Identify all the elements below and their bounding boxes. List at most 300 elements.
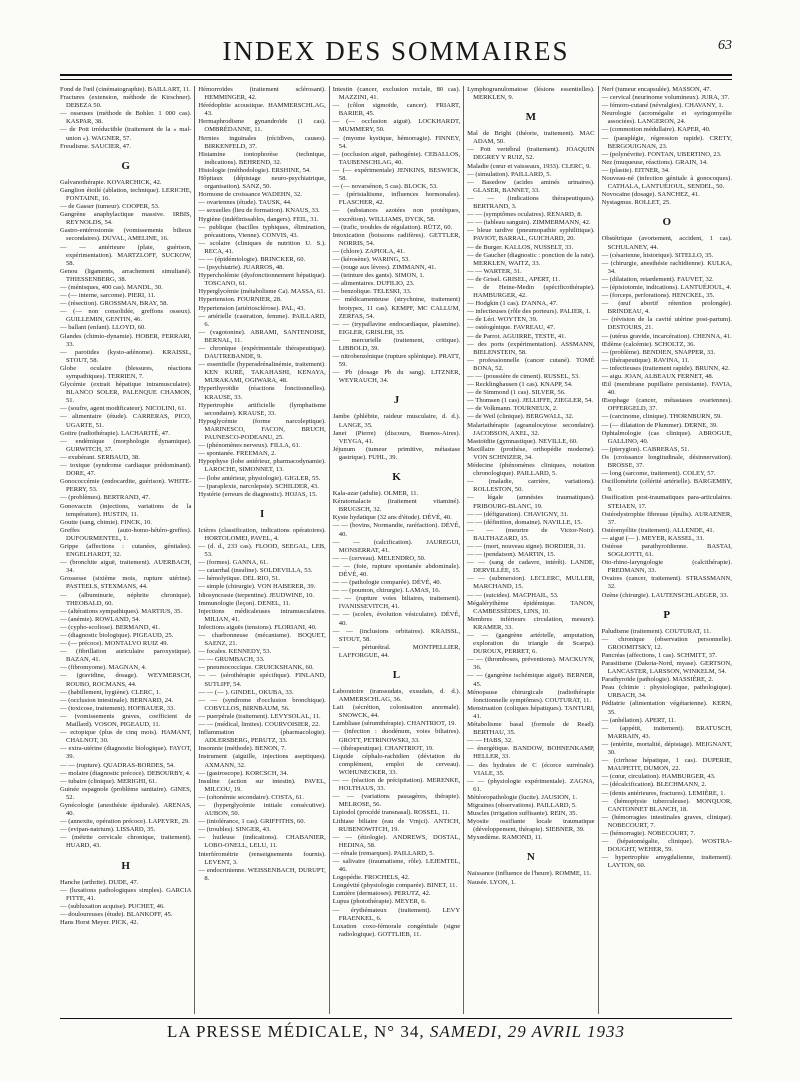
index-entry: — spontanée. FREEMAN, 2.: [198, 450, 277, 458]
index-entry: — — (défiguration). CHAVIGNY, 31.: [467, 510, 569, 518]
index-entry: — des ports (expérimentation). ASSMANN, BIELENSTEIN, 58.: [467, 340, 595, 356]
index-entry: Parathyroïde (pathologie). MASSIÈRE, 2.: [601, 676, 714, 684]
index-entry: — bleue tardive (pneumopathie syphilitique). PAVIOT, BARRAL, GUICHARD, 20.: [467, 227, 595, 243]
index-entry: Hernies inguinales (récidives, causes). BIRKENFELD, 37.: [198, 134, 326, 150]
index-entry: — énergétique. BANDOW, BOHNENKAMP, HELLER, 33.: [467, 745, 595, 761]
index-entry: — nitrobenzénique (rupture splénique). PRATT, 59.: [332, 353, 461, 369]
index-entry: Malariathérapie (agranulocytose secondaire). JACOBSON, AXEL, 32.: [467, 421, 595, 437]
index-entry: — — (variations passagères, thérapie). MELROSE, 56.: [332, 793, 461, 809]
index-entry: Oto-rhino-laryngologie (calcithérapie). FREDMANN, 33.: [601, 559, 732, 575]
index-entry: — — (définition, domaine). NAVILLE, 15.: [467, 518, 583, 526]
index-entry: — (appétit, traitement). BRATUSCH, MARRAIN, 43.: [601, 724, 732, 740]
index-entry: Kyste hydatique (32 ans d'étude). DÉVÉ, 40.: [332, 514, 452, 522]
index-entry: — endémique (morphologie dynamique). GURWITCH, 37.: [60, 437, 192, 453]
index-entry: Ostéodystrophie fibreuse (épulis). AURAENER, 37.: [601, 510, 732, 526]
index-entry: — (problèmes). BERTRAND, 47.: [60, 494, 151, 502]
index-entry: Os (croissance longitudinale, désinnervation). BROSSE, 37.: [601, 453, 732, 470]
index-columns: [60, 86, 732, 1014]
index-entry: — — (étiologie). ANDREWS, DOSTAL, HEDINA, 58.: [332, 833, 461, 849]
index-entry: — (subluxation acquise). PUCHET, 46.: [60, 902, 165, 910]
index-entry: — alimentaires. DUFILIO, 23.: [332, 280, 415, 288]
index-entry: — médicamenteuse (strychnine, traitement) brotypex, 11 cas). KEMPF, MC CALLUM, ZERFAS, 54.: [332, 296, 461, 320]
index-entry: — — (rupture voies biliaires, traitement). IVANISSEVITCH, 41.: [332, 595, 461, 611]
index-entry: Grossesse (sixième mois, rupture utérine). PASTEELS, STEXMANS, 44.: [60, 575, 192, 591]
index-entry: Ganglion étoilé (ablation, technique). LERICHE, FONTAINE, 16.: [60, 186, 192, 202]
index-entry: Injections médicaleuses intramusculaires. MILIAN, 41.: [198, 607, 326, 623]
index-entry: — (dilatation, retardement). FAUVET, 32.: [601, 275, 714, 283]
index-entry: Goutte (sang, chimie). FINCK, 10.: [60, 518, 152, 526]
index-entry: — (bronchite aiguë, traitement). AUERBACH, 34.: [60, 559, 192, 575]
index-entry: — endocrinienne. WEISSENBACH, DURUPT, 8.: [198, 866, 326, 882]
index-entry: — rénale (remarques). PAILLARD, 5.: [332, 849, 435, 857]
index-entry: Infections aiguës (tensions). FLORIANI, 40.: [198, 623, 317, 631]
index-entry: — (pterygion). CABRERAS, 51.: [601, 445, 690, 453]
index-entry: — (teinture des gants). SIMON, 1.: [332, 272, 425, 280]
index-entry: — ectopique (plus de cinq mois). HAMANT, CHALNOT, 30.: [60, 729, 192, 745]
index-entry: — (luxations pathologiques simples). GARCIA FITTE, 41.: [60, 886, 192, 902]
index-entry: — professionnelle (cancer cutané). TOMÉ BONA, 52.: [467, 356, 595, 372]
index-entry: Hypertrophie artificielle (lymphatisme secondaire). KRAUSE, 33.: [198, 401, 326, 417]
index-entry: Nez (muqueuse, réactions). GRAIN, 14.: [601, 158, 708, 166]
index-entry: — charbonneuse (mécanisme). BOQUET, SAENZ, 21.: [198, 632, 326, 648]
page-title: INDEX DES SOMMAIRES: [222, 36, 570, 66]
index-entry: Mal de Bright (théorie, traitement). MAC ADAM, 50.: [467, 130, 595, 146]
index-entry: — long (sarcome, traitement). COLEY, 57.: [601, 470, 716, 478]
index-entry: — (carcinome, clinique). THORNBURN, 59.: [601, 413, 722, 421]
index-entry: — (thérapeutique). CHANTRIOT, 19.: [332, 744, 434, 752]
index-entry: Glandes (chimio-dynamie). HOBER, FERRARI, 33.: [60, 332, 192, 348]
index-entry: Hyperthyroïdie (réactions fonctionnelles). KRAUSE, 33.: [198, 385, 326, 401]
index-entry: Guinée espagnole (problème sanitaire). GINES, 52.: [60, 785, 192, 801]
index-entry: Nystagmus. ROLLET, 25.: [601, 199, 671, 207]
index-column-2: [194, 86, 328, 1014]
index-entry: — (rouge aux lèvres). ZIMMANN, 41.: [332, 264, 437, 272]
index-entry: Freudisme. SAUCIER, 47.: [60, 142, 131, 150]
section-letter: O: [662, 216, 672, 229]
index-entry: — Thomsen (1 cas). JELLIFFE, ZIEGLER, 54.: [467, 397, 594, 405]
index-entry: — (révision de la cavité utérine post-partum). DESTOURS, 21.: [601, 316, 732, 332]
section-letter: I: [259, 507, 265, 520]
index-entry: Nouveau-né (infection génitale à gonocoques). CATHALA, LANTUÉJOUL, SENDEL, 50.: [601, 175, 732, 191]
index-entry: Grippe (affections : cutanées, génitales). ENGELHARDT, 32.: [60, 542, 192, 559]
index-entry: Liquide céphalo-rachidien (déviation du complément, emploi de cerveau). WOHUNECKER, 33.: [332, 752, 461, 776]
index-entry: Météoropathologie (lucite). JAUSION, 1.: [467, 793, 578, 801]
journal-name: LA PRESSE MÉDICALE, N° 34,: [166, 1022, 425, 1041]
index-entry: — — (poumon, chirurgie). LAMAS, 16.: [332, 587, 441, 595]
index-entry: — — (sang de cadavre, intérêt). LANDE, DERVILLÉE, 15.: [467, 559, 595, 575]
index-entry: Hémorroïdes (traitement sclérosant). HEMMINGER, 42.: [198, 86, 326, 102]
index-entry: — (épisiotomie, indications). LANTUÉJOUL, 4.: [601, 283, 732, 291]
section-letter: G: [121, 159, 130, 172]
index-entry: — (fibrillation auriculaire paroxystique). BAZAN, 41.: [60, 648, 192, 664]
index-entry: — (paraplexie, narcolepsie). SCHILDER, 43.: [198, 482, 319, 490]
index-entry: — — (tableau sanguin). ZIMMERMANN, 42.: [467, 219, 591, 227]
index-entry: — (polynévrite). FONTAN, UBERTINO, 23.: [601, 150, 722, 158]
index-entry: — (habillement, hygiène). CLERC, 1.: [60, 688, 161, 696]
index-entry: — de Gaucher (diagnostic : ponction de la rate). MERKLEN, WAITZ, 33.: [467, 251, 595, 267]
index-entry: — (décalcification). BLECHMANN, 2.: [601, 781, 707, 789]
index-entry: Hystérie (erreurs de diagnostic). HOJAS, 15.: [198, 490, 318, 498]
index-entry: — focales. KENNEDY, 53.: [198, 648, 272, 656]
index-entry: — — (syndrome d'occlusion bronchique). COBYLLOS, BIRNBAUM, 56.: [198, 696, 326, 712]
index-entry: Œdème (calcémie). SCHOLTZ, 36.: [601, 340, 696, 348]
index-entry: — — (pathologie comparée). DÉVÉ, 40.: [332, 579, 442, 587]
index-entry: Longévité (physiologie comparée). BINET, 11.: [332, 882, 458, 890]
index-entry: — (formes). GANNA, 61.: [198, 559, 268, 567]
index-entry: — tubaire (clinique). MERIGHI, 61.: [60, 777, 157, 785]
index-entry: Paludisme (traitement). COUTURAT, 11.: [601, 627, 712, 635]
index-entry: — ostéogénique. FAVREAU, 47.: [467, 324, 555, 332]
index-entry: Hypercholémie (dysfonctionnement hépatique). TOSCANO, 61.: [198, 272, 326, 288]
index-entry: — douloureuses (étude). BLANKOFF, 45.: [60, 910, 173, 918]
index-entry: — de Pott irréductible (traitement de la « mal-union »). WAGNER, 57.: [60, 126, 192, 142]
section-letter: N: [526, 851, 535, 864]
index-entry: — — (thromboses, préventions). MACKUYN, 36.: [467, 656, 595, 672]
index-entry: — — (physiologie expérimentale). ZAGNA, 61.: [467, 777, 595, 793]
index-entry: Intestin (cancer, exclusion rectale, 80 cas). MAZZINI, 41.: [332, 86, 461, 102]
index-entry: — aigu. JOAN, ALBEAUX FERNET, 48.: [601, 373, 714, 380]
index-entry: — (utérus gravide, incarcération). CHENNA, 41.: [601, 332, 732, 340]
index-entry: Immunologie (leçon). DENEL, 11.: [198, 599, 291, 607]
index-entry: — (vagotonine). ABRAMI, SANTENOISE, BERNAL, 11.: [198, 328, 326, 344]
index-entry: — (d. d., 233 cas). FLOOD, SEEGAL, LEB, 53.: [198, 542, 326, 559]
index-entry: — (côlon sigmoïde, cancer). FRIART, BARIER, 45.: [332, 102, 461, 118]
index-entry: Jambe (phlébite, raideur musculaire, d. d.). LANGE, 35.: [332, 413, 461, 429]
index-entry: Neurologie (acromégalie et syringomyélie associées). LANGERON, 24.: [601, 110, 732, 126]
index-entry: — (— non consolidée, greffons osseux). GUILLEMIN, GENTIN, 46.: [60, 308, 192, 324]
index-entry: Histologie (méthodologie). ERSHINE, 54.: [198, 166, 311, 174]
index-entry: — parotides (kysto-adénome). KRAISSL, STOUT, 58.: [60, 348, 192, 364]
index-entry: — (annexite, opération précoce). LAPEYRE, 29.: [60, 818, 190, 826]
index-entry: — simple (chirurgie). VON HABERER, 39.: [198, 583, 316, 591]
index-entry: Gangrène anaphylactique massive. IRBIS, REYNOLDS, 54.: [60, 211, 192, 227]
index-entry: Nausée. LYON, 1.: [467, 878, 516, 886]
index-entry: — salivaire (traumatisme, rôle). LEJEMTEL, 46.: [332, 857, 461, 874]
index-column-5: [598, 86, 732, 1014]
index-entry: Genou (ligaments, arrachement simultané). THIESSENBERG, 38.: [60, 267, 192, 283]
index-entry: Glycémie (extrait hépatique intramusculaire). BLANCO SOLER, PALENQUE CHAMON, 51.: [60, 381, 192, 405]
index-entry: — érythémateux (traitement). LEVY FRAENKEL, 6.: [332, 906, 461, 922]
index-entry: Lumière (dermatoses). PERUTZ, 42.: [332, 890, 431, 898]
index-entry: Histamine iontophorèse (technique, indications). BEHREND, 32.: [198, 150, 326, 166]
index-entry: Maladie (cœur et vaisseaux, 1933). CLERC, 9.: [467, 162, 591, 170]
index-entry: — Basedow (acides aminés urinaires). GLASER, BANNET, 33.: [467, 178, 595, 194]
index-entry: — huileuse (indications). CHABANIER, LOBO-ONELL, LELU, 11.: [198, 834, 326, 850]
index-entry: — de Grisel. GRISEL, APERT, 11.: [467, 275, 560, 283]
index-entry: — — (bovins, Normandie, raréfaction). DÉVÉ, 40.: [332, 522, 461, 538]
index-entry: Œil (membrane pupillaire persistante). FAVIA, 40.: [601, 381, 732, 397]
index-entry: — périurétral. MONTPELLIER, LAFFORGUE, 44.: [332, 643, 461, 659]
index-entry: Lipiodol (procédé transnasal). ROSSEL, 11.: [332, 809, 450, 817]
index-entry: Hôpitaux (dépistage neuro-psychiatrique, organisation). SANZ, 50.: [198, 175, 326, 191]
index-entry: Gonovaccin (injections, variations de la température). HUSTIN, 11.: [60, 502, 192, 518]
index-entry: Hypoglycémie (forme narcoleptique). MARINESCO, FACON, BRUCH, PAUNESCO-PODEANU, 25.: [198, 417, 326, 442]
index-entry: — de Volkmann. TOURNEUX, 2.: [467, 405, 558, 413]
index-entry: — — (rupture). QUADRAS-BORDES, 54.: [60, 761, 175, 769]
index-entry: — (myome kystique, hémorragie). FINNEY, 54.: [332, 134, 461, 150]
index-column-1: [60, 86, 194, 1014]
index-entry: — (— occlusion aiguë). LOCKHARDT, MUMMERY, 50.: [332, 118, 461, 134]
index-entry: — (hémorragie). NOBECOURT, 7.: [601, 829, 696, 837]
index-entry: — (fibromyome). MAGNAN, 4.: [60, 664, 147, 672]
section-letter: L: [392, 669, 401, 681]
index-entry: — — (scolex, évolution vésiculaire). DÉVÉ, 40.: [332, 611, 461, 627]
index-entry: Ossification post-traumatiques para-articulaires. STEIAEN, 17.: [601, 494, 732, 510]
index-entry: — hémolytique. DEL RIO, 51.: [198, 575, 281, 583]
index-entry: Lupus (photothérapie). MEYER, 6.: [332, 898, 427, 906]
index-entry: — (problème). BENDIEN, SNAPPER, 33.: [601, 348, 716, 356]
index-entry: Instrument (aiguille, injections aseptiques). AXMANN, 32.: [198, 753, 326, 769]
index-entry: Mastoïdite (gymnastique). NEVILLE, 60.: [467, 437, 578, 445]
index-entry: Hypophyse (lobe antérieur, pharmacodynamie). LAROCHE, SIMONNET, 13.: [198, 458, 326, 474]
index-entry: Goitre (radiothérapie). LACHARITÉ, 47.: [60, 429, 170, 437]
index-entry: Globe oculaire (blessures, réactions sympathiques). TERRIEN, 7.: [60, 364, 192, 380]
index-entry: — (diagnostic biologique). PIGEAUD, 25.: [60, 632, 174, 639]
index-entry: — de Parrot. AGUIRRE, TESTE, 41.: [467, 332, 567, 340]
section-letter: P: [663, 608, 671, 621]
index-entry: — — (suicides). MACPHAIL, 53.: [467, 591, 559, 599]
index-entry: — ovariennes (étude). TAUSK, 44.: [198, 199, 292, 207]
index-entry: — (— novarsénon, 5 cas). BLOCK, 53.: [332, 183, 438, 191]
index-entry: — — (épidémiologie). BRINCKER, 60.: [198, 255, 306, 263]
index-entry: — (occlusion intestinale). BERNARD, 24.: [60, 696, 173, 704]
index-entry: Jéjunum (tumeur primitive, métastase gastrique). FUHL, 39.: [332, 445, 461, 461]
index-entry: — (evipan-natrium). LISSARD, 35.: [60, 826, 156, 834]
index-entry: — osseuses (méthode de Bohler. 1 000 cas). KASPAR, 38.: [60, 110, 192, 126]
index-entry: — — (— ). GINDEL, OKUBA, 33.: [198, 688, 294, 696]
index-entry: — (— expérimentale) JENKINS, BESWICK, 58.: [332, 166, 461, 183]
index-entry: Pédiatrie (alimentation végétarienne). KERN, 35.: [601, 700, 732, 716]
index-entry: Lambliase (sérumthérapie). CHANTRIOT, 19.: [332, 720, 457, 728]
index-entry: — légale (amnésies traumatiques). FRIBOURG-BLANC, 19.: [467, 494, 595, 510]
section-letter: H: [121, 859, 130, 872]
section-letter: K: [392, 471, 401, 484]
index-entry: — — (foie, rupture spontanée abdominale). DÉVÉ, 40.: [332, 562, 461, 578]
index-entry: — (cœur, circulation). HAMBURGER, 43.: [601, 773, 716, 781]
issue-date: SAMEDI, 29 AVRIL 1933: [429, 1022, 626, 1041]
index-entry: Hyperglycémie (métabolisme Ca). MASSA, 61.: [198, 288, 326, 296]
index-entry: — — (gangrène artérielle, amputation, exploration du triangle de Scarpa). DUROUX, PERRET, 6.: [467, 632, 595, 656]
index-entry: — — (pendaison). MARTIN, 15.: [467, 551, 556, 559]
index-entry: — exubérant. SERBAUD, 38.: [60, 453, 140, 461]
index-entry: — (césarienne, historique). SITELLO, 35.: [601, 251, 714, 259]
index-entry: Myxœdème. RAMOND, 11.: [467, 834, 543, 842]
index-entry: Lymphogranulomatose (lésions essentielles). MERKLEN, 9.: [467, 86, 595, 102]
index-entry: — extra-utérine (diagnostic biologique). FAYOT, 39.: [60, 745, 192, 761]
index-entry: — (altérations sympathiques). MARTIUS, 35.: [60, 607, 183, 615]
index-entry: — — (meurtre de Victor-Noir). BALTHAZARD, 15.: [467, 526, 595, 542]
header-rule-thin: [60, 79, 732, 80]
index-entry: Intoxication (boissons radifères). GETTLER, NORRIS, 54.: [332, 231, 461, 247]
index-entry: Hérédophtie acoustique. HAMMERSCHLAG, 43.: [198, 102, 326, 118]
index-entry: Hermaphrodisme gynandroïde (1 cas). OMBRÉDANNE, 11.: [198, 118, 326, 134]
index-entry: Hormone de croissance WADEHN, 32.: [198, 191, 302, 199]
index-entry: — chronique (observation personnelle). GROOMITSKY, 12.: [601, 635, 732, 651]
index-entry: — des hydrates de C (écorce surrénale). VIALE, 35.: [467, 761, 595, 777]
index-entry: — Hodgkin (1 cas). D'ANNA, 47.: [467, 300, 558, 308]
index-entry: Membres inférieurs circulation, mesure). KRAMER, 33.: [467, 615, 595, 631]
index-column-3: [329, 86, 463, 1014]
index-entry: — de Burger. KALLOS, NUSSELT, 33.: [467, 243, 574, 251]
index-entry: — (— interne, sarcome). PIERI, 11.: [60, 292, 156, 300]
index-entry: — — (trypaflavine endocardiaque, plasmine). EIGLER, GRISLER, 35.: [332, 320, 461, 336]
index-entry: — (infection : duodénum, voies biliaires). GROTT, PETRINOWSKI, 33.: [332, 728, 461, 744]
index-entry: Greffes (auto-homo-hétéro-greffes). DUFOURMENTEL, 1.: [60, 526, 192, 542]
index-entry: Hanche (arthrite). DUDE, 47.: [60, 878, 139, 886]
index-entry: — pneumococcique. CRUICKSHANK, 60.: [198, 664, 314, 672]
index-entry: — (cirrhose hépatique, 1 cas). DUPERIE, MAUPETIT, DUMON, 22.: [601, 757, 732, 773]
index-entry: — — (calcification). JAUREGUI, MONSERRAT, 41.: [332, 538, 461, 554]
index-entry: Lithiase biliaire (eau de Vrnjci). ANTICH, RUBENOWITCH, 19.: [332, 817, 461, 833]
index-entry: — toxique (syndrome cardiaque prédominant). DORE, 47.: [60, 462, 192, 478]
index-entry: Idiosyncrasie (terpentine). JEUDWINE, 10.: [198, 591, 315, 599]
index-entry: — (péristaltisme, influences hormonales). FLASCHER, 42.: [332, 191, 461, 207]
index-entry: — ballant (enfant). LLOYD, 60.: [60, 324, 146, 332]
index-entry: — scolaire (cliniques de nutrition U. S.). RECA, 41.: [198, 239, 326, 255]
index-entry: — (kérosène). WARING, 53.: [332, 255, 410, 263]
index-entry: — mercurielle (traitement, critique). LIBBOLD, 39.: [332, 336, 461, 352]
index-entry: — (albuminurie, néphrite chronique). THEOBALD, 60.: [60, 591, 192, 607]
index-entry: — (hémoptysie tuberculeuse). MONQUOR, CANTONNET BLANCH, 18.: [601, 797, 732, 813]
index-entry: — fémoro-cutané (névralgies). CHAVANY, 1.: [601, 102, 724, 110]
index-entry: Métabolisme basal (formule de Read). BERTHAU, 35.: [467, 721, 595, 737]
page-header: [60, 30, 732, 72]
index-entry: Médecine (phénomènes cliniques, notation chronologique). PAILLARD, 5.: [467, 462, 595, 478]
index-entry: Nerf (tumeur encapsulée). MASSON, 47.: [601, 86, 712, 93]
index-entry: — (hépatomégalie, clinique). WOSTRA-DOUGHT, WEHER, 59.: [601, 838, 732, 854]
index-entry: — — (gangrène ischémique aiguë). BERNER, 45.: [467, 672, 595, 688]
index-entry: — (occlusion aiguë, pathogénie). CEBALLOS, TAUBENSCHLAG, 40.: [332, 150, 461, 166]
index-entry: Kala-azar (adulte). OLMER, 11.: [332, 490, 419, 498]
index-entry: Inflammation (pharmacologie). ADLERSBERG, PERUTZ, 33.: [198, 729, 326, 745]
index-entry: — catarrhal (insuline). SOLDEVILLA, 53.: [198, 567, 313, 575]
index-entry: — (trafic, troubles de régulation). RÜTZ, 60.: [332, 223, 453, 231]
index-entry: Lait (sécrétion, colonisation anormale). SNOWCK, 44.: [332, 704, 461, 720]
index-entry: — hypertrophie amygdalienne, traitement). LAYTON, 60.: [601, 854, 732, 870]
index-entry: — (hémorragies intestinales graves, clinique). NOBECOURT, 7.: [601, 813, 732, 829]
index-entry: Hypertension (artériosclérose). PAL, 43.: [198, 304, 306, 312]
index-entry: — de Weil (clinique). BERGWALL, 32.: [467, 413, 574, 421]
index-entry: — (anémie). ROWLAND, 54.: [60, 615, 141, 623]
index-entry: — — WARTER, 31.: [467, 267, 522, 275]
index-entry: — (commotion médullaire). KAPER, 40.: [601, 126, 711, 134]
index-entry: — (substances azotées non protéiques, excrétion). WILLIAMS, DYCK, 58.: [332, 207, 461, 223]
index-entry: — (paraplégie, régression rapide). CRETY, BERGOUIGNAN, 23.: [601, 134, 732, 150]
index-entry: — — (cerveau). MELENDRO, 50.: [332, 554, 426, 562]
footer-rule: [60, 1018, 732, 1019]
index-entry: — (troubles). SINGER, 43.: [198, 826, 271, 834]
index-entry: — de Simmond (1 cas). SILVER, 56.: [467, 389, 566, 397]
index-entry: — de Gasser (tumeur). COOPER, 53.: [60, 203, 160, 211]
index-entry: — (psychiatrie). JUARROS, 48.: [198, 264, 285, 272]
index-entry: — — GRUMBACH, 33.: [198, 656, 265, 664]
index-entry: Œsophage (cancer, métastases ovariennes). OFFERGELD, 37.: [601, 397, 732, 413]
index-entry: Interférométrie (renseignements fournis). LEVENT, 3.: [198, 850, 326, 866]
index-entry: — puerpérale (traitement). LEVYSOLAL, 11.: [198, 712, 321, 720]
index-entry: — (phénomènes nerveux). FILLA, 61.: [198, 442, 301, 450]
index-entry: — — HABS, 32.: [467, 737, 513, 745]
index-entry: — (cétonémie secondaire). COSTA, 61.: [198, 793, 304, 801]
index-column-4: [463, 86, 597, 1014]
index-entry: Peau (chimie : physiologique, pathologique). URBACH, 34.: [601, 684, 732, 700]
index-entry: — (— dilatation de Plummer). DERNE, 39.: [601, 421, 718, 429]
index-entry: — — (médical, limites). COURVOISIER, 22.: [198, 721, 321, 729]
page-footer: [60, 1022, 732, 1048]
index-entry: — (forceps, perforations). HENCKEL, 35.: [601, 292, 715, 300]
index-entry: Gonococcémie (endocardite, guérison). WHITE-PERRY, 53.: [60, 478, 192, 494]
index-entry: — (intolérance, 1 cas). GRIFFITHS, 60.: [198, 818, 306, 826]
index-entry: — (œuf abortif rétention prolongée). BRINDEAU, 4.: [601, 300, 732, 316]
index-entry: — infectieuses (traitement rapide). BRUNN, 42.: [601, 364, 730, 372]
index-entry: — (métrite cervicale chronique, traitement). HUARD, 43.: [60, 834, 192, 850]
index-entry: — — (réaction de précipitation). MERENKE, HOLTHAUS, 33.: [332, 777, 461, 793]
index-entry: Ophtalmologie (cas clinique). ABROGUE, GALLINO, 40.: [601, 429, 732, 445]
index-entry: — molaire (diagnostic précoce). DEBOURBY, 4.: [60, 769, 191, 777]
index-entry: — Pb (dosage Pb du sang). LITZNER, WEYRAUCH, 34.: [332, 369, 461, 385]
index-entry: — — (indications thérapeutiques). BERTRAND, 3.: [467, 194, 595, 211]
index-entry: — de Heine-Medin (spécificothérapie). HAMBURGER, 42.: [467, 283, 595, 300]
index-entry: Galvanothérapie. KOVARCHICK, 42.: [60, 178, 162, 186]
index-entry: Hans Horst Meyer. PICK, 42.: [60, 919, 139, 926]
index-entry: — (gastroscope). KORCSCH, 34.: [198, 769, 289, 777]
index-entry: — (toxicose, traitement). HOFBAUER, 33.: [60, 704, 176, 712]
index-entry: — infectieuses (rôle des porteurs). PALIER, 1.: [467, 308, 591, 316]
index-entry: Naissance (influence de l'heure). ROMME, 11.: [467, 870, 592, 878]
index-entry: — (gravidine, dosage). WEYMERSCH, ROUBO, ROCMANS, 44.: [60, 672, 192, 688]
index-entry: — alimentaire (étude). CARRERAS, PICO, UGARTE, 51.: [60, 413, 192, 429]
index-entry: Pancréas (affections, 1 cas). SCHMITT, 37.: [601, 651, 717, 659]
index-entry: — (soufre, agent modificateur). NICOLINI, 61.: [60, 405, 187, 413]
index-entry: Ictères (classification, indications opératoires). HORTOLOMEI, PAVEL, 4.: [198, 526, 326, 542]
index-entry: Ostéomyélite (traitement). ALLENDE, 41.: [601, 526, 715, 534]
index-entry: Gynécologie (anesthésie épidurale). ARENAS, 40.: [60, 801, 192, 818]
index-entry: — — (inclusions orbitaires). KRAISSL, STOUT, 58.: [332, 627, 461, 643]
index-entry: Novocaïne (dosage). SANCHEZ, 41.: [601, 191, 700, 199]
index-entry: — (chirurgie, anesthésie rachidienne). KULKA, 34.: [601, 259, 732, 275]
index-entry: — — (symptômes oculaires). RENARD, 8.: [467, 211, 583, 219]
index-entry: — (entérite, mortalité, dépistage). MEIGNANT, 30.: [601, 740, 732, 757]
index-entry: — (thérapeutique). RAVINA, 11.: [601, 356, 690, 364]
index-entry: Maxillaire (prothèse, orthopédie moderne). VON SCHNIZER, 34.: [467, 445, 595, 461]
index-entry: Migraines (observations). PAILLARD, 5.: [467, 801, 577, 809]
index-entry: Hygiène (indéfinissables, dangers). FEIL, 31.: [198, 215, 319, 223]
index-entry: Janet (Pierre) (discours, Buenos-Aires). VEYGA, 41.: [332, 429, 461, 445]
index-entry: Muscles (irrigation suffisante). REIN, 35.: [467, 810, 578, 818]
index-entry: — publique (bacilles typhiques, élimination, précautions, Vienne). CONVIS, 43.: [198, 223, 326, 239]
index-entry: — chronique (expérimentale thérapeutique). DAUTREBANDE, 9.: [198, 345, 326, 361]
index-entry: Fractures (extension, méthode de Kirschner). DEBEZA 50.: [60, 94, 192, 110]
index-entry: — (simulation). PAILLARD, 5.: [467, 170, 552, 178]
index-entry: — — (mort, nouveau signe). BORDIER, 31.: [467, 542, 586, 550]
index-entry: — — antérieure (plaie, guérison, expérimentation). MARTZLOFF, SUCKOW, 58.: [60, 243, 192, 267]
index-entry: — (chlore). ZAPIOLA, 41.: [332, 247, 405, 255]
index-entry: Fond de l'œil (cinématographie). BAILLART, 11.: [60, 86, 191, 93]
index-entry: Menstruation (coliques hépatiques). TANTURI, 41.: [467, 704, 595, 720]
index-entry: — (anhélation). APERT, 11.: [601, 716, 676, 724]
index-entry: — (lobe antérieur, physiologie). GIGLER, 55.: [198, 474, 321, 482]
index-entry: Logopédie. FROCHELS, 42.: [332, 874, 410, 882]
index-entry: — (résection). GROSSMAN, BRAY, 58.: [60, 300, 169, 308]
index-entry: Insuline (action sur intestin). PAVEL, MILCOU, 19.: [198, 777, 326, 793]
index-entry: Insomnie (méthode). BENON, 7.: [198, 745, 286, 753]
index-entry: Mégalérythème épidémique. TANON, CAMBESSÈDES, LINS, 10.: [467, 599, 595, 615]
index-entry: — — (poussière de ciment). RUSSEL, 53.: [467, 373, 580, 380]
index-entry: — aiguë (— ). MEYER, KASSEL, 31.: [601, 534, 705, 542]
index-entry: — — (sérothérapie spécifique). FINLAND, SUTLIFF, 54.: [198, 672, 326, 688]
section-letter: J: [393, 394, 400, 407]
header-rule: [60, 74, 732, 76]
index-entry: — sexuelles (lieu de formation). KNAUS, 33.: [198, 207, 320, 215]
